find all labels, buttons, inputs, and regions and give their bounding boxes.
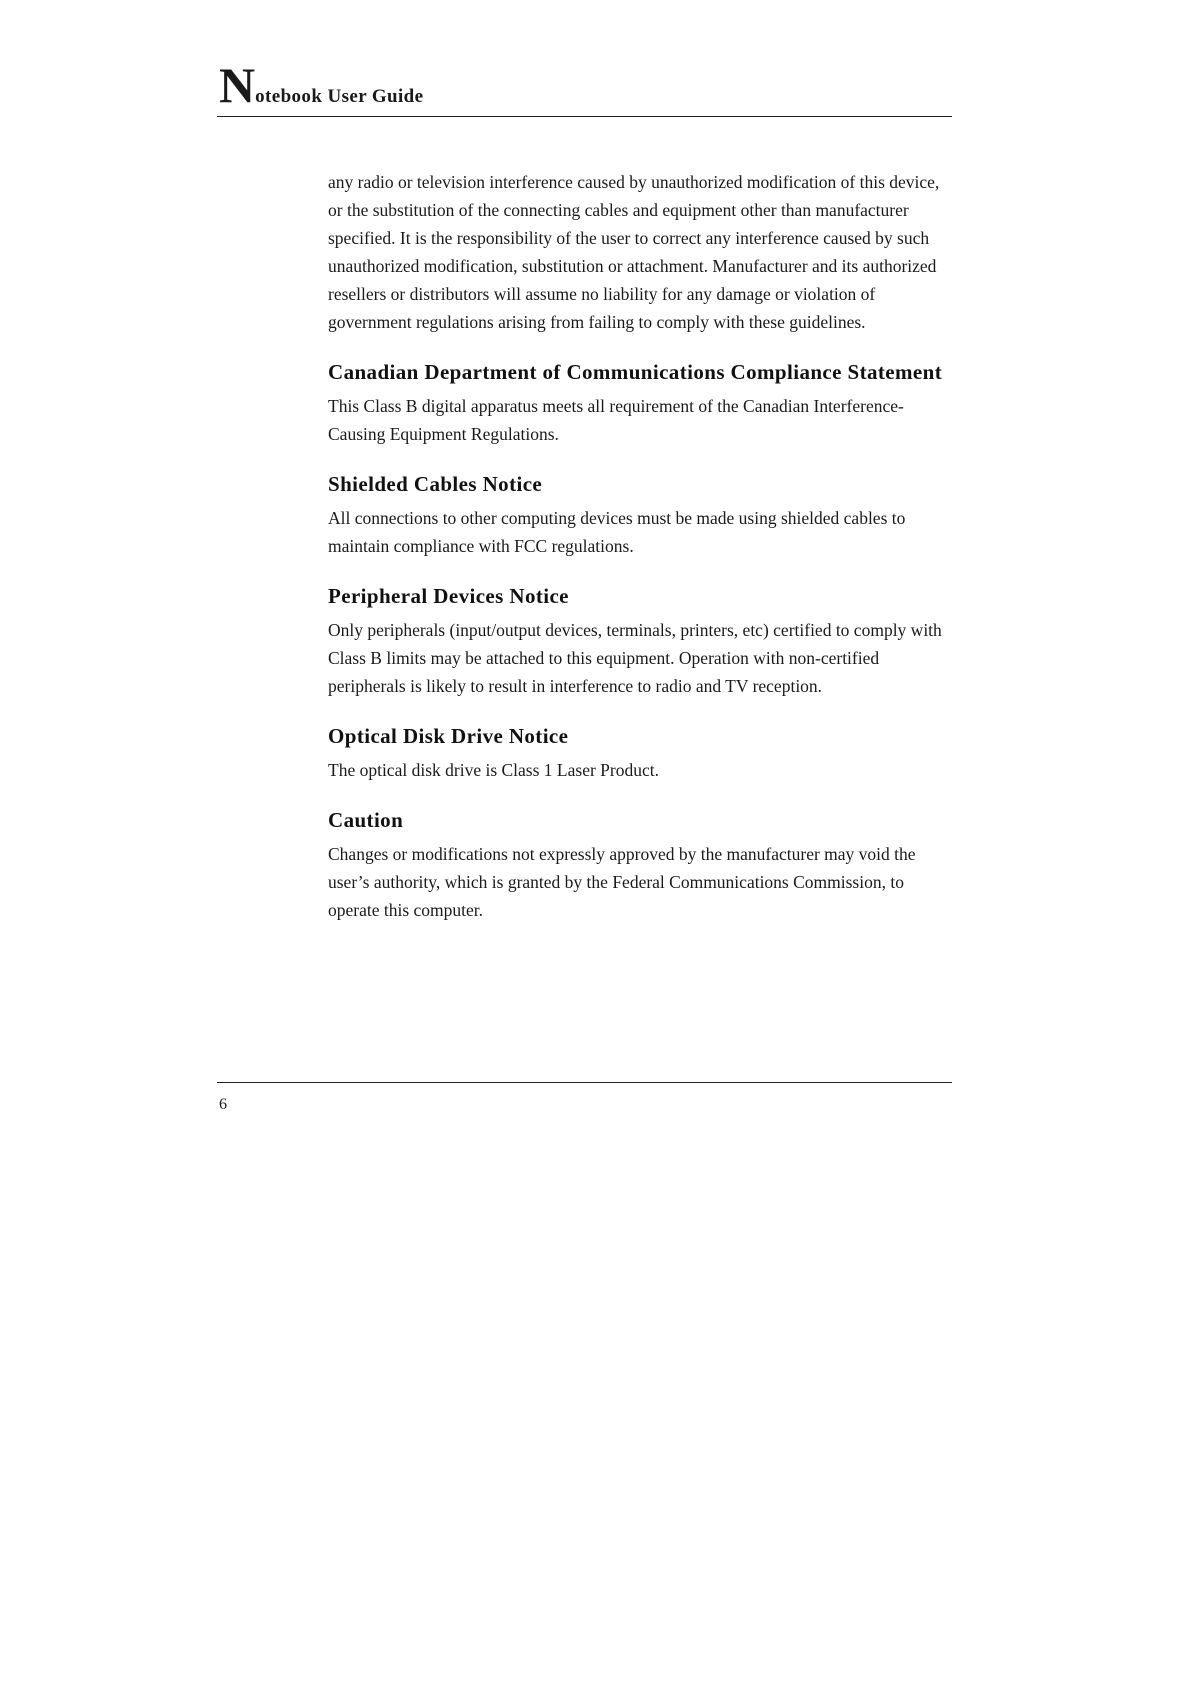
section-heading: Peripheral Devices Notice <box>328 584 569 608</box>
section-optical-disk-drive <box>328 723 956 784</box>
section-body: This Class B digital apparatus meets all requirement of the Canadian Interference-Causing Equipment Regulations. <box>328 396 904 444</box>
section-heading: Caution <box>328 808 404 832</box>
section-heading: Optical Disk Drive Notice <box>328 724 569 748</box>
page-number: 6 <box>219 1096 227 1113</box>
page-header <box>217 58 952 117</box>
section-body: The optical disk drive is Class 1 Laser Product. <box>328 760 659 780</box>
section-body: Changes or modifications not expressly approved by the manufacturer may void the user’s authority, which is granted by the Federal Communications Commission, to operate this computer. <box>328 844 916 920</box>
section-caution <box>328 807 956 924</box>
section-heading: Shielded Cables Notice <box>328 472 543 496</box>
footer-divider <box>217 1082 952 1083</box>
section-shielded-cables <box>328 471 956 560</box>
header-title <box>219 57 424 113</box>
header-title-rest: otebook User Guide <box>255 86 424 107</box>
section-body: Only peripherals (input/output devices, terminals, printers, etc) certified to comply with Class B limits may be attached to this equipment. Operation with non-certified peripherals is likely to result in interference to radio and TV reception. <box>328 620 942 696</box>
page-content <box>328 168 956 924</box>
section-body: All connections to other computing devices must be made using shielded cables to maintain compliance with FCC regulations. <box>328 508 906 556</box>
intro-paragraph: any radio or television interference caused by unauthorized modification of this device, or the substitution of the connecting cables and equipment other than manufacturer specified. It is the responsibility of the user to correct any interference caused by such unauthorized modification, substitution or attachment. Manufacturer and its authorized resellers or distributors will assume no liability for any damage or violation of government regulations arising from failing to comply with these guidelines. <box>328 172 940 332</box>
section-canadian-compliance <box>328 359 956 448</box>
header-title-initial: N <box>219 57 256 113</box>
section-peripheral-devices <box>328 583 956 700</box>
section-heading: Canadian Department of Communications Compliance Statement <box>328 360 943 384</box>
